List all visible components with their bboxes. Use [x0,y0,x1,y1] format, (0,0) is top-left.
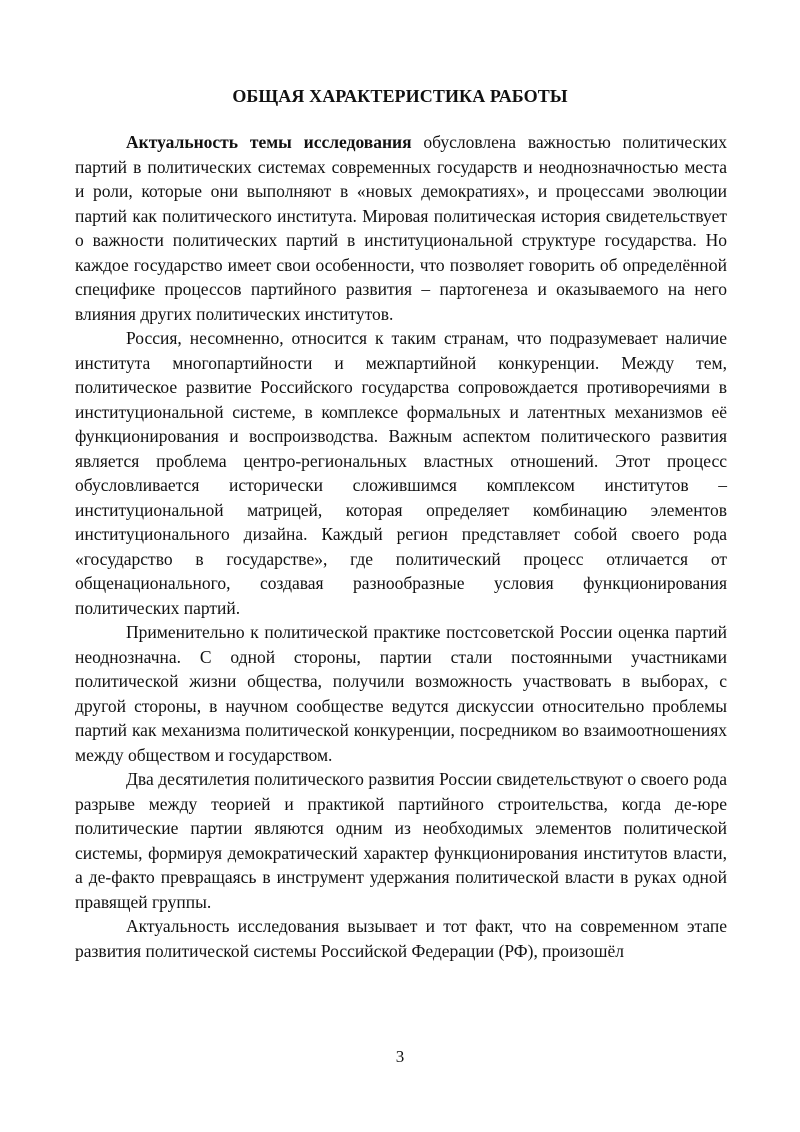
paragraph-post-soviet: Применительно к политической практике постсоветской России оценка партий неоднозначна. С одной стороны, партии стали постоянными участниками политической жизни общества, получили возможность участвовать в выборах, с другой стороны, в научном сообществе ведутся дискуссии относительно проблемы партий как механизма политической конкуренции, посредником во взаимоотношениях между обществом и государством. [75,622,727,765]
section-title: ОБЩАЯ ХАРАКТЕРИСТИКА РАБОТЫ [232,86,568,106]
document-body [75,130,727,963]
paragraph-russia: Россия, несомненно, относится к таким странам, что подразумевает наличие института многопартийности и межпартийной конкуренции. Между тем, политическое развитие Российского государства сопровождается противоречиями в институциональной системе, в комплексе формальных и латентных механизмов её функционирования и воспроизводства. Важным аспектом политического развития является проблема центро-региональных властных отношений. Этот процесс обусловливается исторически сложившимся комплексом институтов – институциональной матрицей, которая определяет комбинацию элементов институционального дизайна. Каждый регион представляет собой своего рода «государство в государстве», где политический процесс отличается от общенационального, создавая разнообразные условия функционирования политических партий. [75,328,727,618]
paragraph-text: обусловлена важностью политических партий в политических системах современных государств и неоднозначностью места и роли, которые они выполняют в «новых демократиях», и процессами эволюции партий как политического института. Мировая политическая история свидетельствует о важности политических партий в институциональной структуре государства. Но каждое государство имеет свои особенности, что позволяет говорить об определённой специфике процессов партийного развития – партогенеза и оказываемого на него влияния других политических институтов. [75,132,727,324]
page-number: 3 [395,1047,405,1066]
paragraph-two-decades: Два десятилетия политического развития России свидетельствуют о своего рода разрыве между теорией и практикой партийного строительства, когда де-юре политические партии являются одним из необходимых элементов политической системы, формируя демократический характер функционирования институтов власти, а де-факто превращаясь в инструмент удержания политической власти в руках одной правящей группы. [75,769,727,912]
lead-phrase: Актуальность темы исследования [126,132,412,152]
paragraph-relevance-continued: Актуальность исследования вызывает и тот факт, что на современном этапе развития политической системы Российской Федерации (РФ), произошёл [75,916,727,961]
paragraph-relevance [75,130,727,326]
